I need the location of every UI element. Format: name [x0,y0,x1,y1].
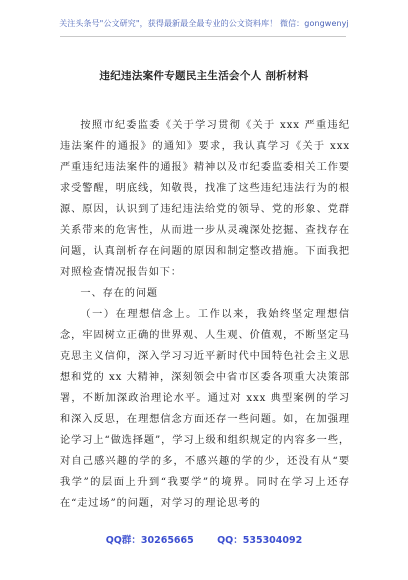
footer-contact [0,532,408,546]
qq-number-text: QQ：535304092 [217,535,303,546]
body-paragraph: （一）在理想信念上。工作以来，我始终坚定理想信念，牢固树立正确的世界观、人生观、价值观，不断坚定马克思主义信仰，深入学习习近平新时代中国特色社会主义思想和党的 xx 大精神，深刻领会中省市区委各项重大决策部署，不断加深政治理论水平。通过对 xxx 典型案例的学习和深入反思，在理想信念方面还存一些问题。如，在加强理论学习上“做选择题”，学习上级和组织规定的内容多一些，对自己感兴趣的学的多，不感兴趣的学的少，还没有从“要我学”的层面上升到“我要学”的境界。同时在学习上还存在“走过场”的问题，对学习的理论思考的 [60,309,350,509]
intro-paragraph: 按照市纪委监委《关于学习贯彻《关于 xxx 严重违纪违法案件的通报》的通知》要求，我认真学习《关于 xxx 严重违纪违法案件的通报》精神以及市纪委监委相关工作要求受警醒，明底线，知敬畏，找准了这些违纪违法行为的根源、原因，认识到了违纪违法给党的领导、党的形象、党群关系带来的危害性，从而进一步从灵魂深处挖掘、查找存在问题，认真剖析存在问题的原因和制定整改措施。下面我把对照检查情况报告如下： [60,120,350,278]
header-divider [60,36,346,37]
header-promo-note: 关注头条号"公文研究"，获得最新最全最专业的公文资料库！ 微信：gongwenyj [59,19,349,28]
document-title: 违纪违法案件专题民主生活会个人 剖析材料 [99,70,309,82]
qq-group-text: QQ群：30265665 [105,535,194,546]
section-heading: 一、存在的问题 [80,288,159,299]
document-body [60,115,350,514]
